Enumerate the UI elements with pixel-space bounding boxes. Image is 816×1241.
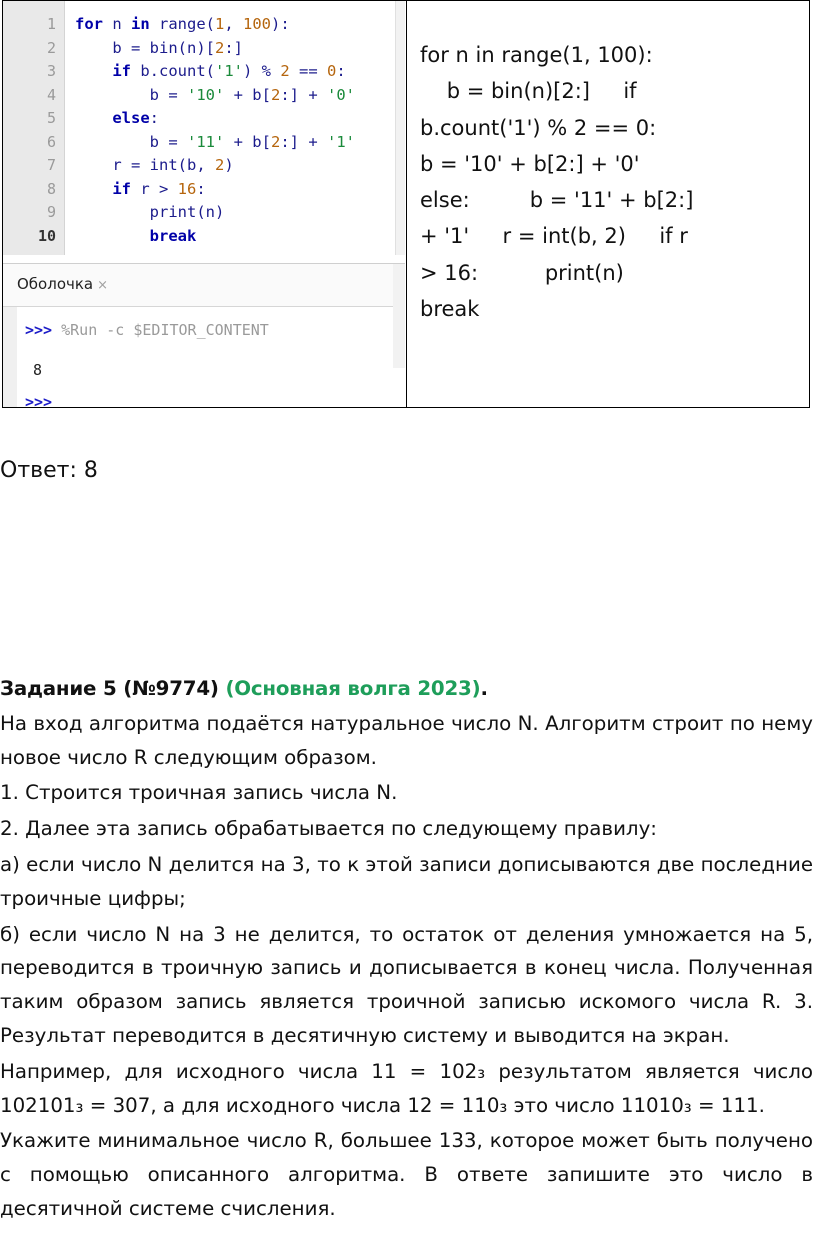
code-token: print(n) — [75, 203, 225, 221]
line-number: 2 — [46, 38, 56, 57]
code-token — [75, 62, 112, 80]
shell-tab-bar — [3, 264, 405, 307]
task-question: Укажите минимальное число R, большее 133, которое может быть получено с помощью описанного алгоритма. В ответе запишите это число в десятичной системе счисления. — [0, 1129, 813, 1220]
task-example: Например, для исходного числа 11 = 102₃ результатом является число 102101₃ = 307, а для исходного числа 12 = 110₃ это число 11010₃ = 111. — [0, 1059, 813, 1117]
line-number: 3 — [46, 62, 56, 80]
answer-text: Ответ: 8 — [0, 458, 98, 483]
shell-console[interactable] — [3, 307, 393, 407]
task-number: Задание 5 (№9774) — [0, 677, 219, 700]
shell-scrollbar[interactable] — [393, 264, 405, 368]
code-token: 2 — [270, 85, 281, 104]
line-number: 8 — [46, 179, 56, 198]
code-token: 2 — [214, 38, 225, 57]
code-token: b = bin(n)[ — [75, 38, 215, 57]
code-token: + b[ — [224, 85, 271, 104]
plain-code-line: break — [420, 297, 480, 322]
code-token: range( — [149, 15, 215, 33]
code-token: in — [131, 15, 150, 33]
shell-output: 8 — [33, 361, 43, 379]
code-token: : — [149, 109, 159, 127]
shell-run-line — [25, 321, 269, 339]
code-token: r > — [131, 179, 178, 198]
line-number: 4 — [46, 85, 56, 104]
code-token: '10' — [186, 85, 225, 104]
code-line — [75, 201, 395, 225]
code-token: '11' — [186, 132, 225, 151]
plain-code-line: else: b = '11' + b[2:] — [420, 188, 694, 213]
task-source: (Основная волга 2023) — [225, 677, 481, 700]
line-number: 1 — [46, 15, 56, 33]
code-line — [75, 13, 395, 37]
code-token: b.count( — [131, 62, 215, 80]
code-token: 0 — [327, 62, 337, 80]
line-number: 6 — [46, 132, 56, 151]
code-token: 100 — [243, 15, 272, 33]
code-token: ) % — [243, 62, 281, 80]
close-icon[interactable]: × — [97, 278, 109, 293]
code-line — [75, 178, 395, 202]
code-token: if — [112, 62, 131, 80]
line-number: 7 — [46, 156, 56, 174]
code-token — [75, 227, 150, 245]
code-token: '1' — [327, 132, 355, 151]
code-token: b = — [75, 85, 187, 104]
code-token: '0' — [327, 85, 355, 104]
code-editor[interactable] — [3, 1, 395, 255]
code-token: :] + — [280, 85, 327, 104]
code-token: , — [224, 15, 244, 33]
code-line — [75, 154, 395, 178]
shell-gutter — [3, 307, 17, 407]
code-token: b = — [75, 132, 187, 151]
code-token: if — [112, 179, 131, 198]
code-token — [75, 109, 112, 127]
code-line — [75, 84, 395, 108]
task-step-1: 1. Строится троичная запись числа N. — [0, 781, 398, 805]
code-token: break — [149, 226, 197, 245]
task-rule-b: б) если число N на 3 не делится, то остаток от деления умножается на 5, переводится в троичную запись и дописывается в конец числа. Полученная таким образом запись является троичной записью искомого числа R. 3. Результат переводится в десятичную систему и выводится на экран. — [0, 922, 813, 1047]
code-table — [2, 0, 810, 408]
code-line — [75, 37, 395, 61]
shell-panel — [3, 263, 405, 407]
code-token: 1 — [215, 15, 225, 33]
shell-prompt: >>> — [25, 321, 53, 339]
code-token: 16 — [177, 179, 197, 198]
editor-scrollbar[interactable] — [395, 1, 405, 255]
code-token: == — [289, 62, 327, 80]
plain-code-line: for n in range(1, 100): — [420, 43, 653, 67]
code-token: r = int(b, — [75, 156, 215, 174]
code-token: 2 — [280, 62, 290, 80]
task-intro: На вход алгоритма подаётся натуральное число N. Алгоритм строит по нему новое число R следующим образом. — [0, 711, 813, 769]
line-number: 10 — [37, 226, 56, 245]
code-line — [75, 107, 395, 131]
code-token: n — [103, 15, 131, 33]
tab-shell[interactable] — [17, 275, 108, 293]
task-step-2: 2. Далее эта запись обрабатывается по следующему правилу: — [0, 817, 657, 841]
code-token: else — [112, 109, 150, 127]
code-line — [75, 131, 395, 155]
plain-code-line: b.count('1') % 2 == 0: — [420, 115, 657, 140]
shell-prompt-empty[interactable]: >>> — [25, 393, 53, 407]
code-line — [75, 225, 395, 249]
line-number: 5 — [46, 109, 56, 127]
code-token: : — [336, 62, 346, 80]
code-token — [75, 180, 112, 198]
ide-screenshot-cell — [3, 1, 407, 407]
task-title-end: . — [480, 677, 488, 700]
code-token: for — [75, 15, 103, 33]
shell-command: %Run -c $EDITOR_CONTENT — [52, 321, 269, 339]
code-token: + b[ — [224, 132, 271, 151]
plain-code-line: + '1' r = int(b, 2) if r — [420, 224, 688, 249]
task-rule-a: а) если число N делится на 3, то к этой записи дописываются две последние троичные цифры; — [0, 852, 813, 910]
code-token: ) — [224, 156, 234, 174]
plain-code-line: b = '10' + b[2:] + '0' — [420, 151, 640, 176]
line-number: 9 — [46, 203, 56, 221]
line-number-gutter — [3, 1, 65, 255]
code-token: '1' — [215, 62, 243, 80]
code-token: :] — [224, 38, 243, 57]
plain-code-line: > 16: print(n) — [420, 260, 624, 285]
code-lines — [75, 13, 395, 248]
code-line — [75, 60, 395, 84]
plain-code-line: b = bin(n)[2:] if — [420, 79, 637, 104]
code-token: :] + — [280, 132, 327, 151]
code-token: ): — [271, 15, 290, 33]
code-token: 2 — [214, 156, 225, 174]
task-title — [0, 672, 813, 706]
plain-code-cell — [407, 1, 809, 407]
code-token: 2 — [270, 132, 281, 151]
code-token: : — [196, 179, 206, 198]
tab-shell-label: Оболочка — [17, 275, 94, 293]
task-block — [0, 672, 813, 1228]
